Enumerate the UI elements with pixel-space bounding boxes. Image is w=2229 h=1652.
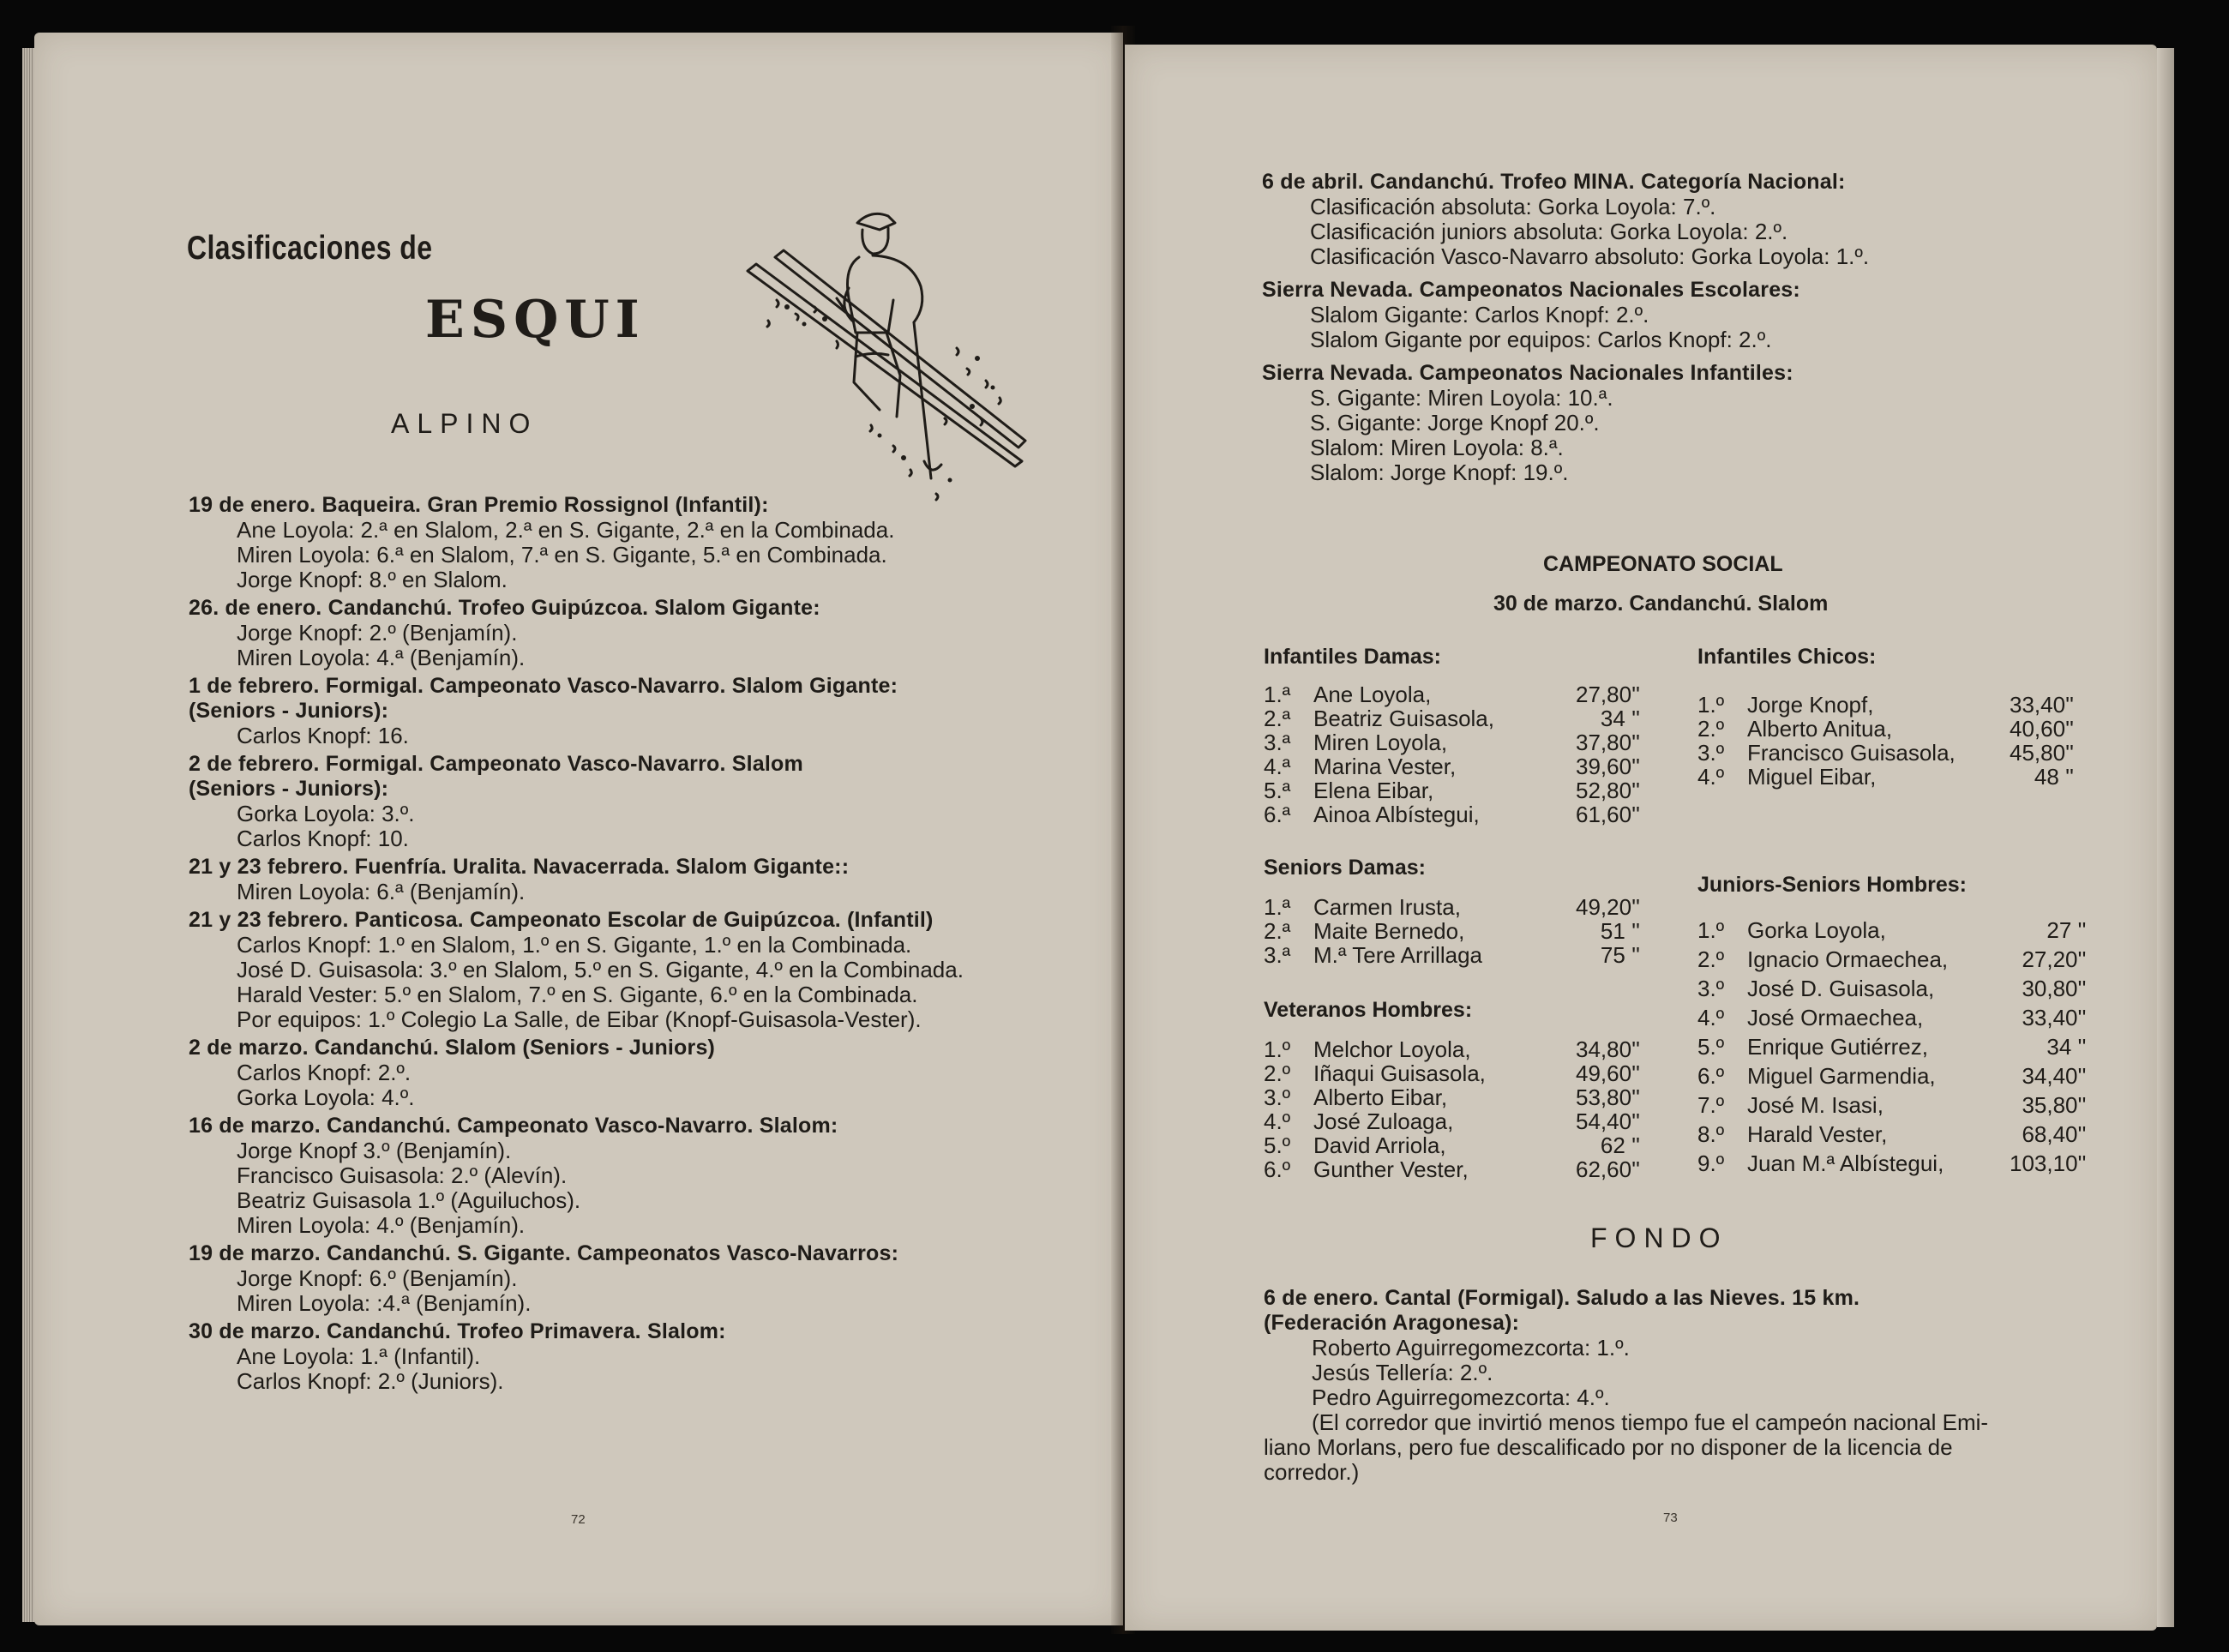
entry-heading: 19 de enero. Baqueira. Gran Premio Rossignol (Infantil):: [189, 493, 769, 517]
name-cell: Ane Loyola,: [1313, 682, 1432, 707]
entry-line: Gorka Loyola: 4.º.: [237, 1084, 415, 1110]
entry-heading: 6 de abril. Candanchú. Trofeo MINA. Categoría Nacional:: [1262, 170, 1846, 194]
time-cell: 103,10'': [2010, 1150, 2087, 1176]
result-entry: [189, 908, 964, 1032]
entry-line: Roberto Aguirregomezcorta: 1.º.: [1312, 1335, 1630, 1361]
entry-line: Miren Loyola: 6.ª (Benjamín).: [237, 879, 526, 904]
rank-cell: 2.º: [1697, 946, 1725, 972]
rank-cell: 8.º: [1697, 1121, 1725, 1147]
time-cell: 40,60'': [2010, 716, 2074, 742]
rank-cell: 2.º: [1264, 1060, 1291, 1086]
time-cell: 35,80'': [2022, 1092, 2087, 1118]
table-row: [1697, 765, 2074, 789]
time-cell: 51 '': [1600, 918, 1640, 944]
entry-subheading: (Seniors - Juniors):: [189, 699, 389, 723]
rank-cell: 5.º: [1264, 1132, 1291, 1158]
time-cell: 75 '': [1600, 942, 1640, 968]
name-cell: David Arriola,: [1313, 1132, 1446, 1158]
page-number: 72: [571, 1512, 586, 1527]
entry-heading: Sierra Nevada. Campeonatos Nacionales Escolares:: [1262, 278, 1800, 302]
entry-line: Ane Loyola: 2.ª en Slalom, 2.ª en S. Gigante, 2.ª en la Combinada.: [237, 517, 895, 543]
time-cell: 34 '': [2046, 1034, 2087, 1060]
result-entry: [1262, 361, 1869, 485]
table-row: [1264, 919, 1640, 943]
table-row: [1697, 916, 2086, 945]
entry-line: Por equipos: 1.º Colegio La Salle, de Eibar (Knopf-Guisasola-Vester).: [237, 1006, 922, 1032]
table-row: [1264, 895, 1640, 919]
result-entry: [189, 596, 964, 670]
name-cell: José Zuloaga,: [1313, 1108, 1454, 1134]
time-cell: 33,40'': [2010, 692, 2074, 718]
table-row: [1264, 1157, 1640, 1181]
entry-line: Miren Loyola: 4.º (Benjamín).: [237, 1212, 526, 1238]
section-alpino: ALPINO: [391, 408, 538, 439]
name-cell: Beatriz Guisasola,: [1313, 706, 1494, 731]
table-title: Infantiles Chicos:: [1697, 645, 1877, 669]
time-cell: 27,80'': [1576, 682, 1640, 707]
time-cell: 54,40'': [1576, 1108, 1640, 1134]
table-body: [1264, 895, 1640, 967]
rank-cell: 3.º: [1264, 1084, 1291, 1110]
table-title: Infantiles Damas:: [1264, 645, 1442, 669]
entry-line: S. Gigante: Miren Loyola: 10.ª.: [1310, 385, 1613, 411]
section-fondo: FONDO: [1590, 1222, 1728, 1253]
entry-line: Carlos Knopf: 2.º.: [237, 1060, 412, 1085]
name-cell: Miren Loyola,: [1313, 730, 1448, 755]
rank-cell: 6.º: [1697, 1063, 1725, 1089]
entry-line: Pedro Aguirregomezcorta: 4.º.: [1312, 1385, 1610, 1410]
rank-cell: 6.ª: [1264, 802, 1291, 827]
rank-cell: 4.º: [1264, 1108, 1291, 1134]
left-page: [34, 33, 1123, 1625]
table-row: [1264, 706, 1640, 730]
time-cell: 39,60'': [1576, 754, 1640, 779]
result-entry: [189, 674, 964, 748]
name-cell: M.ª Tere Arrillaga: [1313, 942, 1482, 968]
name-cell: Gorka Loyola,: [1747, 917, 1886, 943]
name-cell: José D. Guisasola,: [1747, 976, 1935, 1001]
table-row: [1264, 778, 1640, 802]
time-cell: 33,40'': [2022, 1005, 2087, 1030]
table-row: [1697, 1149, 2086, 1178]
entry-line: Clasificación absoluta: Gorka Loyola: 7.º.: [1310, 194, 1716, 219]
entry-heading: Sierra Nevada. Campeonatos Nacionales Infantiles:: [1262, 361, 1793, 385]
name-cell: Elena Eibar,: [1313, 778, 1434, 803]
table-row: [1697, 741, 2074, 765]
time-cell: 62,60'': [1576, 1156, 1640, 1182]
table-body: [1264, 1037, 1640, 1181]
fondo-results: [1264, 1286, 1988, 1485]
entry-line: Slalom: Jorge Knopf: 19.º.: [1310, 460, 1569, 485]
result-entry: [189, 1036, 964, 1110]
table-row: [1697, 693, 2074, 717]
table-row: [1264, 1085, 1640, 1109]
entry-heading: 30 de marzo. Candanchú. Trofeo Primavera. Slalom:: [189, 1319, 726, 1343]
table-row: [1264, 1061, 1640, 1085]
table-row: [1697, 1120, 2086, 1149]
time-cell: 62 '': [1600, 1132, 1640, 1158]
time-cell: 53,80'': [1576, 1084, 1640, 1110]
table-body: [1264, 682, 1640, 826]
rank-cell: 3.ª: [1264, 730, 1291, 755]
right-results: [1262, 170, 1869, 485]
entry-line: Jorge Knopf: 6.º (Benjamín).: [237, 1265, 518, 1291]
result-entry: [189, 752, 964, 851]
name-cell: Juan M.ª Albístegui,: [1747, 1150, 1944, 1176]
time-cell: 61,60'': [1576, 802, 1640, 827]
name-cell: Carmen Irusta,: [1313, 894, 1461, 920]
rank-cell: 1.º: [1697, 917, 1725, 943]
time-cell: 27 '': [2046, 917, 2087, 943]
entry-line: Carlos Knopf: 10.: [237, 826, 409, 851]
entry-heading: 1 de febrero. Formigal. Campeonato Vasco-Navarro. Slalom Gigante:: [189, 674, 898, 698]
fondo-note-line: liano Morlans, pero fue descalificado por no disponer de la licencia de: [1264, 1434, 1953, 1460]
entry-line: Clasificación juniors absoluta: Gorka Loyola: 2.º.: [1310, 219, 1788, 244]
table-row: [1264, 1133, 1640, 1157]
result-entry: [189, 1241, 964, 1316]
result-entry: [189, 493, 964, 592]
table-row: [1697, 1061, 2086, 1090]
entry-line: Slalom Gigante: Carlos Knopf: 2.º.: [1310, 302, 1649, 327]
alpino-results: [189, 493, 964, 1394]
right-page: [1125, 45, 2157, 1631]
name-cell: Alberto Anitua,: [1747, 716, 1893, 742]
results-table-veteranos-hombres: [1264, 1037, 1640, 1181]
rank-cell: 1.ª: [1264, 682, 1291, 707]
rank-cell: 1.º: [1264, 1036, 1291, 1062]
time-cell: 34 '': [1600, 706, 1640, 731]
result-entry: [189, 855, 964, 904]
results-table-juniors-seniors-hombres: [1697, 916, 2086, 1178]
entry-heading: 2 de marzo. Candanchú. Slalom (Seniors - Juniors): [189, 1036, 716, 1060]
time-cell: 30,80'': [2022, 976, 2087, 1001]
rank-cell: 3.º: [1697, 740, 1725, 766]
rank-cell: 4.º: [1697, 1005, 1725, 1030]
entry-line: Carlos Knopf: 16.: [237, 723, 409, 748]
rank-cell: 3.ª: [1264, 942, 1291, 968]
table-row: [1697, 1003, 2086, 1032]
result-entry: [1262, 278, 1869, 352]
name-cell: Ignacio Ormaechea,: [1747, 946, 1949, 972]
rank-cell: 1.º: [1697, 692, 1725, 718]
entry-line: Jorge Knopf 3.º (Benjamín).: [237, 1138, 512, 1163]
rank-cell: 6.º: [1264, 1156, 1291, 1182]
time-cell: 34,80'': [1576, 1036, 1640, 1062]
name-cell: Iñaqui Guisasola,: [1313, 1060, 1486, 1086]
right-cover-edge: [2157, 48, 2174, 1627]
rank-cell: 5.º: [1697, 1034, 1725, 1060]
rank-cell: 5.ª: [1264, 778, 1291, 803]
entry-line: José D. Guisasola: 3.º en Slalom, 5.º en S. Gigante, 4.º en la Combinada.: [237, 957, 964, 982]
table-title: Seniors Damas:: [1264, 856, 1426, 880]
entry-heading: 26. de enero. Candanchú. Trofeo Guipúzcoa. Slalom Gigante:: [189, 596, 820, 620]
header-small-title: Clasificaciones de: [187, 230, 433, 267]
table-title: Veteranos Hombres:: [1264, 998, 1473, 1022]
name-cell: Melchor Loyola,: [1313, 1036, 1471, 1062]
table-row: [1697, 974, 2086, 1003]
name-cell: Francisco Guisasola,: [1747, 740, 1956, 766]
time-cell: 37,80'': [1576, 730, 1640, 755]
rank-cell: 3.º: [1697, 976, 1725, 1001]
entry-heading: 6 de enero. Cantal (Formigal). Saludo a las Nieves. 15 km.: [1264, 1286, 1860, 1310]
skier-illustration: [742, 204, 1037, 509]
entry-subheading: (Federación Aragonesa):: [1264, 1311, 1520, 1335]
table-row: [1264, 802, 1640, 826]
rank-cell: 9.º: [1697, 1150, 1725, 1176]
entry-line: Miren Loyola: 4.ª (Benjamín).: [237, 645, 526, 670]
table-row: [1697, 1090, 2086, 1120]
table-body: [1697, 916, 2086, 1178]
name-cell: Jorge Knopf,: [1747, 692, 1874, 718]
name-cell: Enrique Gutiérrez,: [1747, 1034, 1928, 1060]
entry-line: S. Gigante: Jorge Knopf 20.º.: [1310, 410, 1600, 436]
table-row: [1264, 943, 1640, 967]
entry-line: Carlos Knopf: 1.º en Slalom, 1.º en S. Gigante, 1.º en la Combinada.: [237, 932, 912, 958]
entry-line: Slalom Gigante por equipos: Carlos Knopf: 2.º.: [1310, 327, 1772, 352]
table-title: Juniors-Seniors Hombres:: [1697, 873, 1967, 897]
rank-cell: 2.ª: [1264, 918, 1291, 944]
header-big-title: ESQUI: [425, 290, 646, 350]
table-row: [1264, 730, 1640, 754]
social-subtitle: 30 de marzo. Candanchú. Slalom: [1493, 592, 1829, 616]
entry-heading: 21 y 23 febrero. Fuenfría. Uralita. Navacerrada. Slalom Gigante::: [189, 855, 850, 879]
time-cell: 34,40'': [2022, 1063, 2087, 1089]
table-row: [1264, 1037, 1640, 1061]
result-entry: [189, 1319, 964, 1394]
entry-line: Jorge Knopf: 8.º en Slalom.: [237, 567, 508, 592]
name-cell: José Ormaechea,: [1747, 1005, 1924, 1030]
name-cell: Harald Vester,: [1747, 1121, 1888, 1147]
rank-cell: 7.º: [1697, 1092, 1725, 1118]
table-body: [1697, 693, 2074, 789]
rank-cell: 2.º: [1697, 716, 1725, 742]
entry-line: Clasificación Vasco-Navarro absoluto: Gorka Loyola: 1.º.: [1310, 243, 1870, 269]
fondo-note-line: (El corredor que invirtió menos tiempo fue el campeón nacional Emi-: [1312, 1409, 1989, 1435]
name-cell: Ainoa Albístegui,: [1313, 802, 1480, 827]
time-cell: 49,60'': [1576, 1060, 1640, 1086]
result-entry: [1262, 170, 1869, 269]
results-table-seniors-damas: [1264, 895, 1640, 967]
table-row: [1697, 717, 2074, 741]
time-cell: 52,80'': [1576, 778, 1640, 803]
entry-heading: 21 y 23 febrero. Panticosa. Campeonato Escolar de Guipúzcoa. (Infantil): [189, 908, 934, 932]
table-row: [1264, 1109, 1640, 1133]
entry-line: Miren Loyola: 6.ª en Slalom, 7.ª en S. Gigante, 5.ª en Combinada.: [237, 542, 887, 568]
time-cell: 68,40'': [2022, 1121, 2087, 1147]
name-cell: José M. Isasi,: [1747, 1092, 1884, 1118]
entry-line: Gorka Loyola: 3.º.: [237, 801, 415, 826]
time-cell: 49,20'': [1576, 894, 1640, 920]
entry-heading: 2 de febrero. Formigal. Campeonato Vasco-Navarro. Slalom: [189, 752, 803, 776]
fondo-note-line: corredor.): [1264, 1459, 1360, 1485]
table-row: [1697, 945, 2086, 974]
table-row: [1264, 682, 1640, 706]
results-table-infantiles-damas: [1264, 682, 1640, 826]
time-cell: 48 '': [2034, 764, 2074, 790]
entry-line: Beatriz Guisasola 1.º (Aguiluchos).: [237, 1187, 581, 1213]
name-cell: Marina Vester,: [1313, 754, 1457, 779]
entry-line: Jesús Tellería: 2.º.: [1312, 1360, 1493, 1385]
entry-line: Ane Loyola: 1.ª (Infantil).: [237, 1343, 481, 1369]
entry-line: Slalom: Miren Loyola: 8.ª.: [1310, 435, 1564, 460]
rank-cell: 2.ª: [1264, 706, 1291, 731]
time-cell: 45,80'': [2010, 740, 2074, 766]
results-table-infantiles-chicos: [1697, 693, 2074, 789]
social-title: CAMPEONATO SOCIAL: [1543, 552, 1783, 576]
name-cell: Gunther Vester,: [1313, 1156, 1469, 1182]
name-cell: Maite Bernedo,: [1313, 918, 1465, 944]
entry-line: Harald Vester: 5.º en Slalom, 7.º en S. Gigante, 6.º en la Combinada.: [237, 982, 918, 1007]
entry-subheading: (Seniors - Juniors):: [189, 777, 389, 801]
rank-cell: 4.ª: [1264, 754, 1291, 779]
entry-line: Miren Loyola: :4.ª (Benjamín).: [237, 1290, 532, 1316]
table-row: [1697, 1032, 2086, 1061]
entry-heading: 16 de marzo. Candanchú. Campeonato Vasco-Navarro. Slalom:: [189, 1114, 838, 1138]
entry-line: Francisco Guisasola: 2.º (Alevín).: [237, 1162, 568, 1188]
name-cell: Miguel Garmendia,: [1747, 1063, 1936, 1089]
result-entry: [189, 1114, 964, 1238]
table-row: [1264, 754, 1640, 778]
time-cell: 27,20'': [2022, 946, 2087, 972]
entry-line: Jorge Knopf: 2.º (Benjamín).: [237, 620, 518, 646]
page-number: 73: [1663, 1511, 1678, 1525]
name-cell: Miguel Eibar,: [1747, 764, 1877, 790]
rank-cell: 4.º: [1697, 764, 1725, 790]
rank-cell: 1.ª: [1264, 894, 1291, 920]
entry-line: Carlos Knopf: 2.º (Juniors).: [237, 1368, 504, 1394]
entry-heading: 19 de marzo. Candanchú. S. Gigante. Campeonatos Vasco-Navarros:: [189, 1241, 899, 1265]
name-cell: Alberto Eibar,: [1313, 1084, 1448, 1110]
